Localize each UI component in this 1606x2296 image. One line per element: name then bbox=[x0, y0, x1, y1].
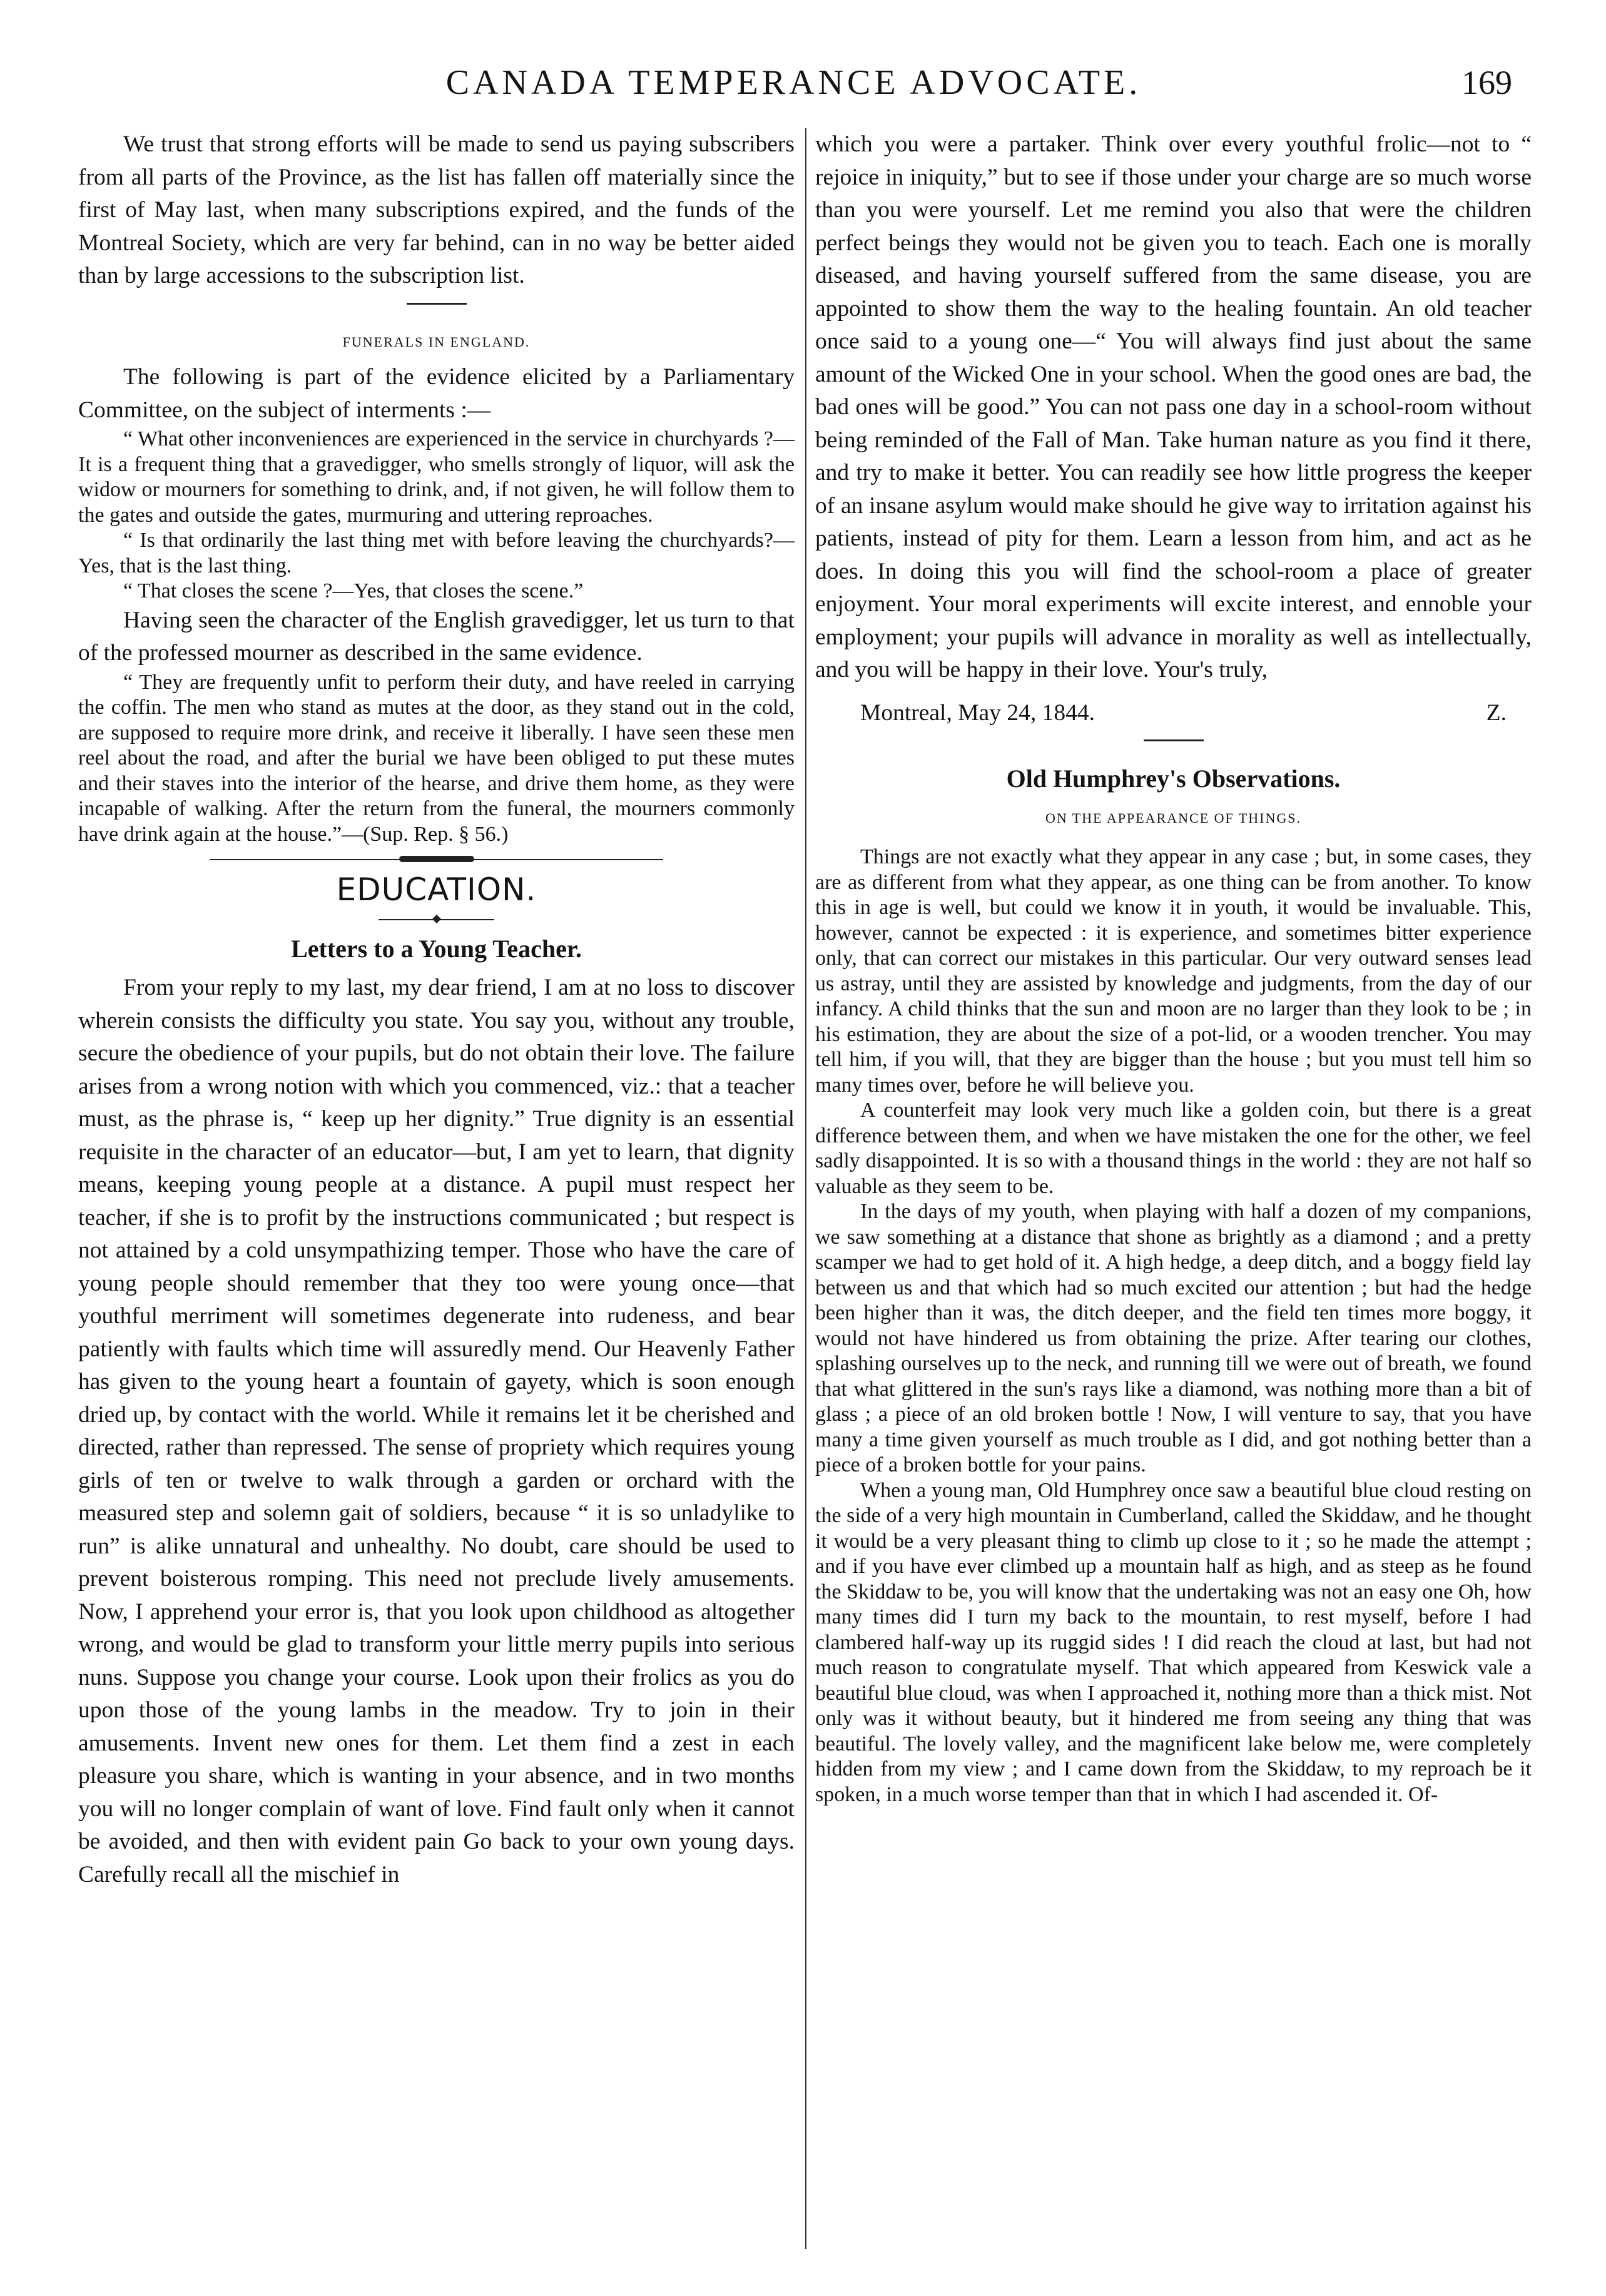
humphrey-paragraph-3: In the days of my youth, when playing with half a dozen of my companions, we saw something at a distance that shone as brightly as a diamond ; and a pretty scamper we had to get hold of it. A high hedge, a deep ditch, and a boggy field lay between us and that which had so much excited our attention ; but had the hedge been higher than it was, the ditch deeper, and the field ten times more boggy, it would not have hindered us from obtaining the prize. After tearing our clothes, splashing ourselves up to the neck, and running till we were out of breath, we found that what glittered in the sun's rays like a diamond, was nothing more than a bit of glass ; a piece of an old broken bottle ! Now, I will venture to say, that you have many a time given yourself as much trouble as I did, and got nothing better than a piece of a broken bottle for your pains. bbox=[815, 1200, 1532, 1476]
signoff-initial: Z. bbox=[1486, 699, 1507, 726]
page-header bbox=[75, 58, 1512, 108]
signoff-place-date: Montreal, May 24, 1844. bbox=[860, 699, 1095, 726]
mourners-quote: “ They are frequently unfit to perform their duty, and have reeled in carrying the coffin. The men who stand as mutes at the door, as they stand out in the cold, are supposed to require more drink, and receive it liberally. I have seen these men reel about the road, and after the burial we have been obliged to put these mutes and their staves into the interior of the hearse, and drive them home, as they were incapable of walking. After the return from the funeral, the mourners commonly have drink again at the house.”—(Sup. Rep. § 56.) bbox=[78, 670, 795, 846]
evidence-question-2: “ Is that ordinarily the last thing met with before leaving the churchyards?—Yes, that is the last thing. bbox=[78, 529, 795, 577]
small-ornament bbox=[78, 914, 795, 925]
letter-body: From your reply to my last, my dear friend, I am at no loss to discover wherein consists the difficulty you state. You say you, without any trouble, secure the obedience of your pupils, but do not obtain their love. The failure arises from a wrong notion with which you commenced, viz.: that a teacher must, as the phrase is, “ keep up her dignity.” True dignity is an essential requisite in the character of an educator—but, I am yet to learn, that dignity means, keeping young people at a distance. A pupil must respect her teacher, if she is to profit by the instructions communicated ; but respect is not attained by a cold unsympathizing temper. Those who have the care of young people should remember that they too were young once—that youthful merriment will sometimes degenerate into rudeness, and bear patiently with faults which time will assuredly mend. Our Heavenly Father has given to the young heart a fountain of gayety, which is soon enough dried up, by contact with the world. While it remains let it be cherished and directed, rather than repressed. The sense of propriety which requires young girls of ten or twelve to walk through a garden or orchard with the measured step and solemn gait of soldiers, because “ it is so unladylike to run” is alike unnatural and unhealthy. No doubt, care should be used to prevent boisterous romping. This need not preclude lively amusements. Now, I apprehend your error is, that you look upon childhood as altogether wrong, and would be glad to transform your little merry pupils into serious nuns. Suppose you change your course. Look upon their frolics as you do upon those of the young lambs in the meadow. Try to join in their amusements. Invent new ones for them. Let them find a zest in each pleasure you share, which is wanting in your absence, and in two months you will no longer complain of want of love. Find fault only when it cannot be avoided, and then with evident pain Go back to your own young days. Carefully recall all the mischief in bbox=[78, 975, 795, 1887]
humphrey-heading: Old Humphrey's Observations. bbox=[1006, 764, 1341, 793]
humphrey-paragraph-1: Things are not exactly what they appear in any case ; but, in some cases, they are as different from what they appear, as one thing can be from another. To know this in age is well, but could we know it in youth, it would be invaluable. This, however, cannot be expected : it is experience, and sometimes bitter experience only, that can correct our mistakes in this particular. Our very outward senses lead us astray, until they are assisted by knowledge and judgments, from the day of our infancy. A child thinks that the sun and moon are no larger than they look to be ; in his estimation, they are about the size of a pot-lid, or a wooden trencher. You may tell him, if you will, that they are bigger than the house ; but you must tell him so many times over, before he will believe you. bbox=[815, 845, 1532, 1097]
funerals-heading: FUNERALS IN ENGLAND. bbox=[342, 333, 531, 350]
education-heading: EDUCATION. bbox=[336, 871, 537, 908]
evidence-question-3: “ That closes the scene ?—Yes, that closes the scene.” bbox=[123, 579, 584, 602]
funerals-intro: The following is part of the evidence elicited by a Parliamentary Committee, on the subject of interments :— bbox=[78, 364, 795, 423]
ornamental-divider bbox=[78, 855, 795, 865]
letter-signoff bbox=[815, 687, 1532, 730]
humphrey-paragraph-4: When a young man, Old Humphrey once saw a beautiful blue cloud resting on the side of a very high mountain in Cumberland, called the Skiddaw, and he thought it would be a very pleasant thing to climb up close to it ; so he made the attempt ; and if you have ever climbed up a mountain half as high, and as steep as he found the Skiddaw to be, you will know that the undertaking was not an easy one Oh, how many times did I turn my back to the mountain, to rest myself, before I had clambered half-way up its ruggid sides ! I did reach the cloud at last, but had not much reason to congratulate myself. That which appeared from Keswick vale a beautiful blue cloud, was when I approached it, nothing more than a thick mist. Not only was it without beauty, but it hindered me from seeing any thing that was beautiful. The lovely valley, and the magnificent lake below me, were completely hidden from my view ; and I came down from the Skiddaw, to my reproach be it spoken, in a much worse temper than that in which I had ascended it. Of- bbox=[815, 1478, 1532, 1806]
left-column bbox=[78, 128, 795, 2258]
section-divider bbox=[1144, 739, 1204, 741]
running-title: CANADA TEMPERANCE ADVOCATE. bbox=[445, 63, 1142, 102]
letter-continuation: which you were a partaker. Think over every youthful frolic—not to “ rejoice in iniquity,” but to see if those under your charge are so much worse than you were yourself. Let me remind you also that were the children perfect beings they would not be given you to teach. Each one is morally diseased, and having yourself suffered from the same disease, you are appointed to show them the way to the healing fountain. An old teacher once said to a young one—“ You will always find just about the same amount of the Wicked One in your school. When the good ones are bad, the bad ones will be good.” You can not pass one day in a school-room without being reminded of the Fall of Man. Take human nature as you find it there, and try to make it better. You can readily see how little progress the keeper of an insane asylum would make should he give way to irritation against his patients, instead of pity for them. Learn a lesson from him, and act as he does. In doing this you will find the school-room a place of greater enjoyment. Your moral experiments will excite interest, and ennoble your employment; your pupils will advance in morality as well as intellectually, and you will be happy in their love. Your's truly, bbox=[815, 131, 1532, 683]
column-divider bbox=[805, 128, 806, 2249]
humphrey-subheading: ON THE APPEARANCE OF THINGS. bbox=[1045, 810, 1302, 826]
subscription-notice: We trust that strong efforts will be made to send us paying subscribers from all parts of the Province, as the list has fallen off materially since the first of May last, when many subscriptions expired, and the funds of the Montreal Society, which are very far behind, can in no way be better aided than by large accessions to the subscription list. bbox=[78, 131, 795, 288]
evidence-question-1: “ What other inconveniences are experienced in the service in churchyards ?—It is a frequent thing that a gravedigger, who smells strongly of liquor, will ask the widow or mourners for something to drink, and, if not given, he will follow them to the gates and outside the gates, murmuring and uttering reproaches. bbox=[78, 427, 795, 527]
letters-heading: Letters to a Young Teacher. bbox=[291, 934, 582, 963]
page-number: 169 bbox=[1461, 64, 1512, 101]
humphrey-paragraph-2: A counterfeit may look very much like a golden coin, but there is a great difference between them, and when we have mistaken the one for the other, we feel sadly disappointed. It is so with a thousand things in the world : they are not half so valuable as they seem to be. bbox=[815, 1099, 1532, 1198]
right-column bbox=[815, 128, 1532, 2258]
funerals-middle: Having seen the character of the English gravedigger, let us turn to that of the professed mourner as described in the same evidence. bbox=[78, 607, 795, 666]
section-divider bbox=[407, 303, 467, 305]
